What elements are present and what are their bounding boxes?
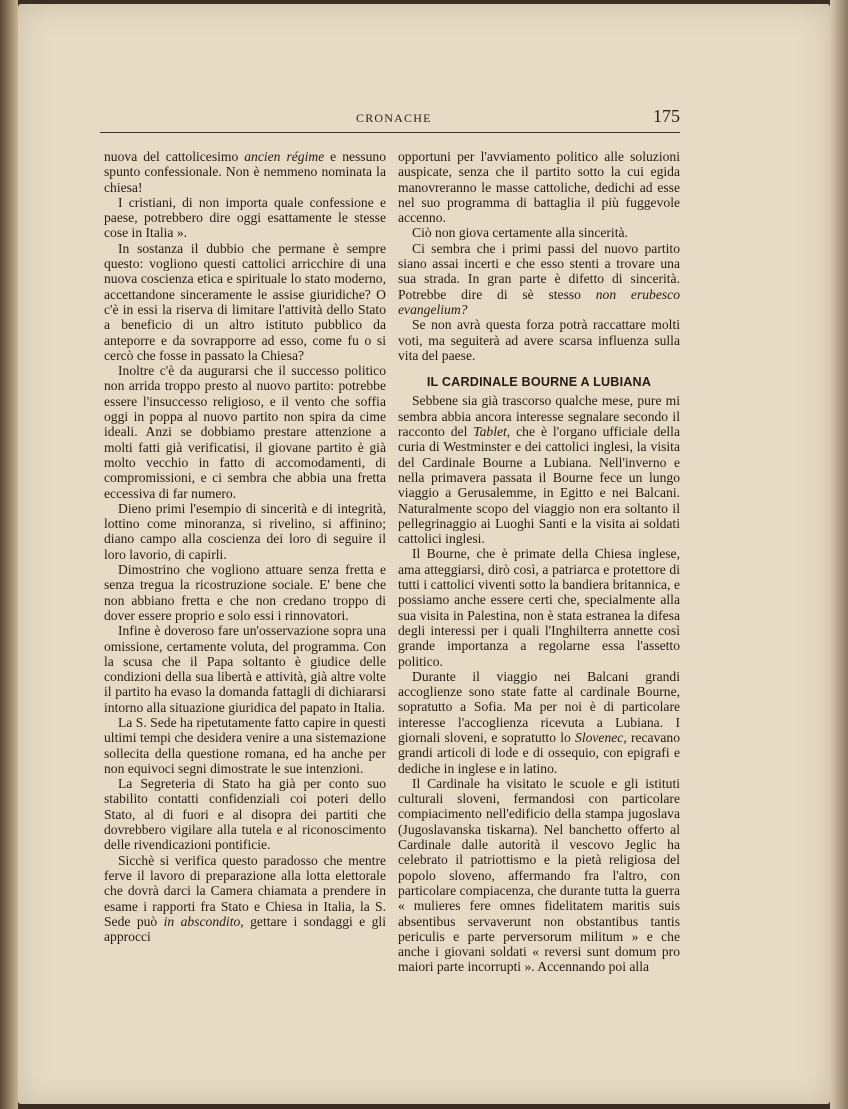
paragraph: opportuni per l'avviamento politico alle soluzioni auspicate, senza che il partito sotto la cui egida manovreranno le masse cattoliche, dedichi ad esse nel suo programma di battaglia il più fuggevole accenno. — [398, 149, 680, 226]
paragraph: Durante il viaggio nei Balcani grandi accoglienze sono state fatte al cardinale Bourne, sopratutto a Sofia. Ma per noi è di particolare interesse l'accoglienza ricevuta a Lubiana. I giornali sloveni, e sopratutto lo Slovenec, recavano grandi articoli di lode e di ossequio, con epigrafi e dediche in inglese e in latino. — [398, 668, 680, 776]
paragraph: Sicchè si verifica questo paradosso che mentre ferve il lavoro di preparazione alla lotta elettorale che dovrà darci la Camera chiamata a prendere in esame i rapporti fra Stato e Chiesa in Italia, la S. Sede può in abscondito, gettare i sondaggi e gli approcci — [104, 852, 386, 945]
paragraph: Inoltre c'è da augurarsi che il successo politico non arrida troppo presto al nuovo partito: potrebbe essere l'insuccesso religioso, e il vento che soffia oggi in poppa al nuovo partito non spira da cime ideali. Anzi se dobbiamo prestare attenzione a molti fatti già verificatisi, il giovane partito è già molto vecchio in fatto di accomodamenti, di compromissioni, e ci sembra che abbia una fretta eccessiva di far numero. — [104, 363, 386, 501]
paragraph: Dimostrino che vogliono attuare senza fretta e senza tregua la ricostruzione sociale. E' bene che non abbiano fretta e che non credano troppo di dover essere proprio e solo essi i rinnovatori. — [104, 562, 386, 623]
paragraph: In sostanza il dubbio che permane è sempre questo: vogliono questi cattolici arricchire di una nuova coscienza etica e spirituale lo stato moderno, accettandone sinceramente le assise giuridiche? O c'è in essi la riserva di limitare l'attività dello Stato a beneficio di un altro istituto pubblico da anteporre e da sovrapporre ad esso, come fu o si cercò che fosse in passato la Chiesa? — [104, 240, 386, 363]
paragraph: Se non avrà questa forza potrà raccattare molti voti, ma seguiterà ad avere scarsa influenza sulla vita del paese. — [398, 317, 680, 363]
paragraph: Ciò non giova certamente alla sincerità. — [412, 225, 628, 241]
right-column — [398, 149, 680, 975]
paragraph: I cristiani, di non importa quale confessione e paese, potrebbero dire oggi esattamente le stesse cose in Italia ». — [104, 194, 386, 241]
page-stack-edge — [830, 0, 848, 1109]
paragraph: Sebbene sia già trascorso qualche mese, pure mi sembra abbia ancora interesse segnalare secondo il racconto del Tablet, che è l'organo ufficiale della curia di Westminster e dei cattolici inglesi, la visita del Cardinale Bourne a Lubiana. Nell'inverno e nella primavera passata il Bourne fece un lungo viaggio a Gerusalemme, in Egitto e nei Balcani. Naturalmente scopo del viaggio non era soltanto il pellegrinaggio ai Luoghi Santi e la visita ai soldati cattolici inglesi. — [398, 393, 680, 547]
paragraph: Il Bourne, che è primate della Chiesa inglese, ama atteggiarsi, dirò così, a patriarca e protettore di tutti i cattolici viventi sotto la bandiera britannica, e possiamo anche essere certi che, specialmente alla sua visita in Palestina, non è stata estranea la difesa degli interessi per i quali l'Inghilterra annette così grande importanza a regolarne essa l'assetto politico. — [398, 546, 680, 669]
adjacent-page-edge — [0, 0, 18, 1109]
paragraph: Il Cardinale ha visitato le scuole e gli istituti culturali sloveni, fermandosi con particolare compiacimento nell'edificio della stampa jugoslava (Jugoslavanska tiskarna). Nel banchetto offerto al Cardinale dalle autorità il vescovo Jeglic ha celebrato il patriottismo e la pietà religiosa del popolo sloveno, affermando fra l'altro, con particolare compiacenza, che durante tutta la guerra « mulieres fere omnes fidelitatem maritis suis absentibus servaverunt non obstantibus tantis periculis e parte perversorum militum » e che anche i giovani soldati « reversi sunt domum pro maiori parte incorrupti ». Accennando poi alla — [398, 775, 680, 975]
paragraph: Dieno primi l'esempio di sincerità e di integrità, lottino come minoranza, si rivelino, si affinino; diano campo alla coscienza dei loro di seguire il loro lavorio, di capirli. — [104, 500, 386, 562]
page-number: 175 — [653, 106, 680, 126]
paragraph: La Segreteria di Stato ha già per conto suo stabilito contatti confidenziali coi poteri dello Stato, al di fuori e al disopra dei partiti che dovrebbero vigilare alla tutela e al riconoscimento delle rivendicazioni pontificie. — [104, 776, 386, 853]
paragraph: La S. Sede ha ripetutamente fatto capire in questi ultimi tempi che desidera venire a una sistemazione sollecita della questione romana, ed ha anche per non equivoci segni dimostrate le sue intenzioni. — [104, 714, 386, 776]
paragraph: Infine è doveroso fare un'osservazione sopra una omissione, certamente voluta, del programma. Con la scusa che il Papa soltanto è giudice delle condizioni della sua libertà e attività, già altre volte il partito ha evaso la domanda fattagli di dichiararsi intorno alla situazione giuridica del papato in Italia. — [104, 623, 386, 715]
page-header — [100, 108, 680, 133]
paragraph: nuova del cattolicesimo ancien régime e nessuno spunto confessionale. Non è nemmeno nominata la chiesa! — [104, 149, 386, 195]
left-column — [104, 149, 386, 944]
running-title: CRONACHE — [356, 111, 432, 125]
section-title: IL CARDINALE BOURNE A LUBIANA — [426, 375, 652, 390]
paragraph: Ci sembra che i primi passi del nuovo partito siano assai incerti e che esso stenti a trovare una sua strada. In gran parte è difetto di sincerità. Potrebbe dire di sè stesso non erubesco evangelium? — [398, 240, 680, 317]
